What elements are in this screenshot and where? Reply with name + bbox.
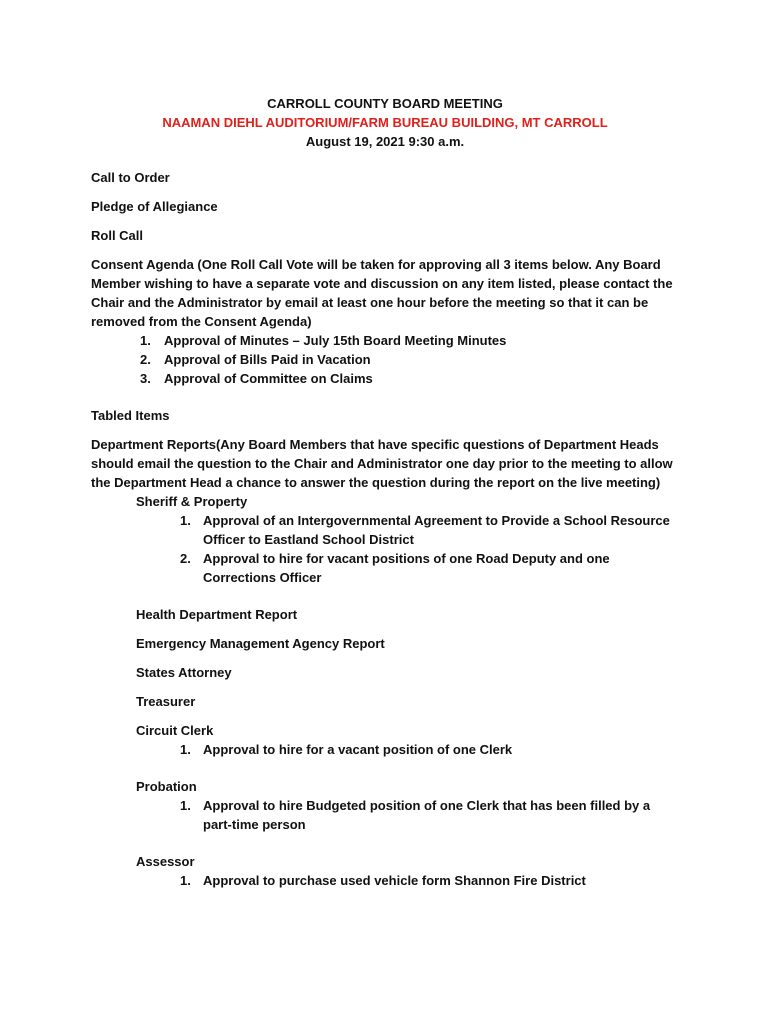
sheriff-label: Sheriff & Property [136, 494, 248, 509]
agenda-roll-call: Roll Call [91, 228, 144, 243]
meeting-title: CARROLL COUNTY BOARD MEETING [267, 96, 503, 111]
department-reports-text: Department Reports(Any Board Members that have specific questions of Department Heads should email the question to the Chair and Administrator one day prior to the meeting to allow the Department Head a chance to answer the question during the report on the live meeting) [91, 437, 673, 490]
agenda-body [91, 168, 681, 890]
assessor-list [91, 871, 681, 890]
agenda-call-to-order: Call to Order [91, 170, 170, 185]
sheriff-list [91, 511, 681, 587]
ema-report: Emergency Management Agency Report [136, 636, 385, 651]
list-item: 1. Approval to hire for a vacant position of one Clerk [180, 742, 513, 757]
treasurer: Treasurer [136, 694, 196, 709]
agenda-tabled-items: Tabled Items [91, 408, 170, 423]
circuit-clerk-label: Circuit Clerk [136, 723, 214, 738]
consent-agenda-text: Consent Agenda (One Roll Call Vote will be taken for approving all 3 items below. Any Board Member wishing to have a separate vote and discussion on any item listed, please contact the Chair and the Administrator by email at least one hour before the meeting so that it can be removed from the Consent Agenda) [91, 257, 673, 329]
health-department-report: Health Department Report [136, 607, 298, 622]
assessor-label: Assessor [136, 854, 195, 869]
states-attorney: States Attorney [136, 665, 232, 680]
probation-label: Probation [136, 779, 197, 794]
list-item: 1. Approval to purchase used vehicle form Shannon Fire District [180, 873, 586, 888]
document-header [0, 94, 770, 151]
consent-agenda-list [91, 331, 681, 388]
list-item: 1. Approval of Minutes – July 15th Board Meeting Minutes [140, 333, 507, 348]
list-item: 1. Approval of an Intergovernmental Agreement to Provide a School Resource Officer to Eastland School District [180, 513, 670, 547]
list-item: 2. Approval to hire for vacant positions of one Road Deputy and one Corrections Officer [180, 551, 610, 585]
list-item: 3. Approval of Committee on Claims [140, 371, 373, 386]
probation-list [91, 796, 681, 834]
circuit-clerk-list [91, 740, 681, 759]
agenda-pledge: Pledge of Allegiance [91, 199, 218, 214]
meeting-datetime: August 19, 2021 9:30 a.m. [305, 134, 465, 149]
meeting-location: NAAMAN DIEHL AUDITORIUM/FARM BUREAU BUILDING, MT CARROLL [162, 115, 608, 130]
list-item: 2. Approval of Bills Paid in Vacation [140, 352, 371, 367]
list-item: 1. Approval to hire Budgeted position of one Clerk that has been filled by a part-time person [180, 798, 651, 832]
